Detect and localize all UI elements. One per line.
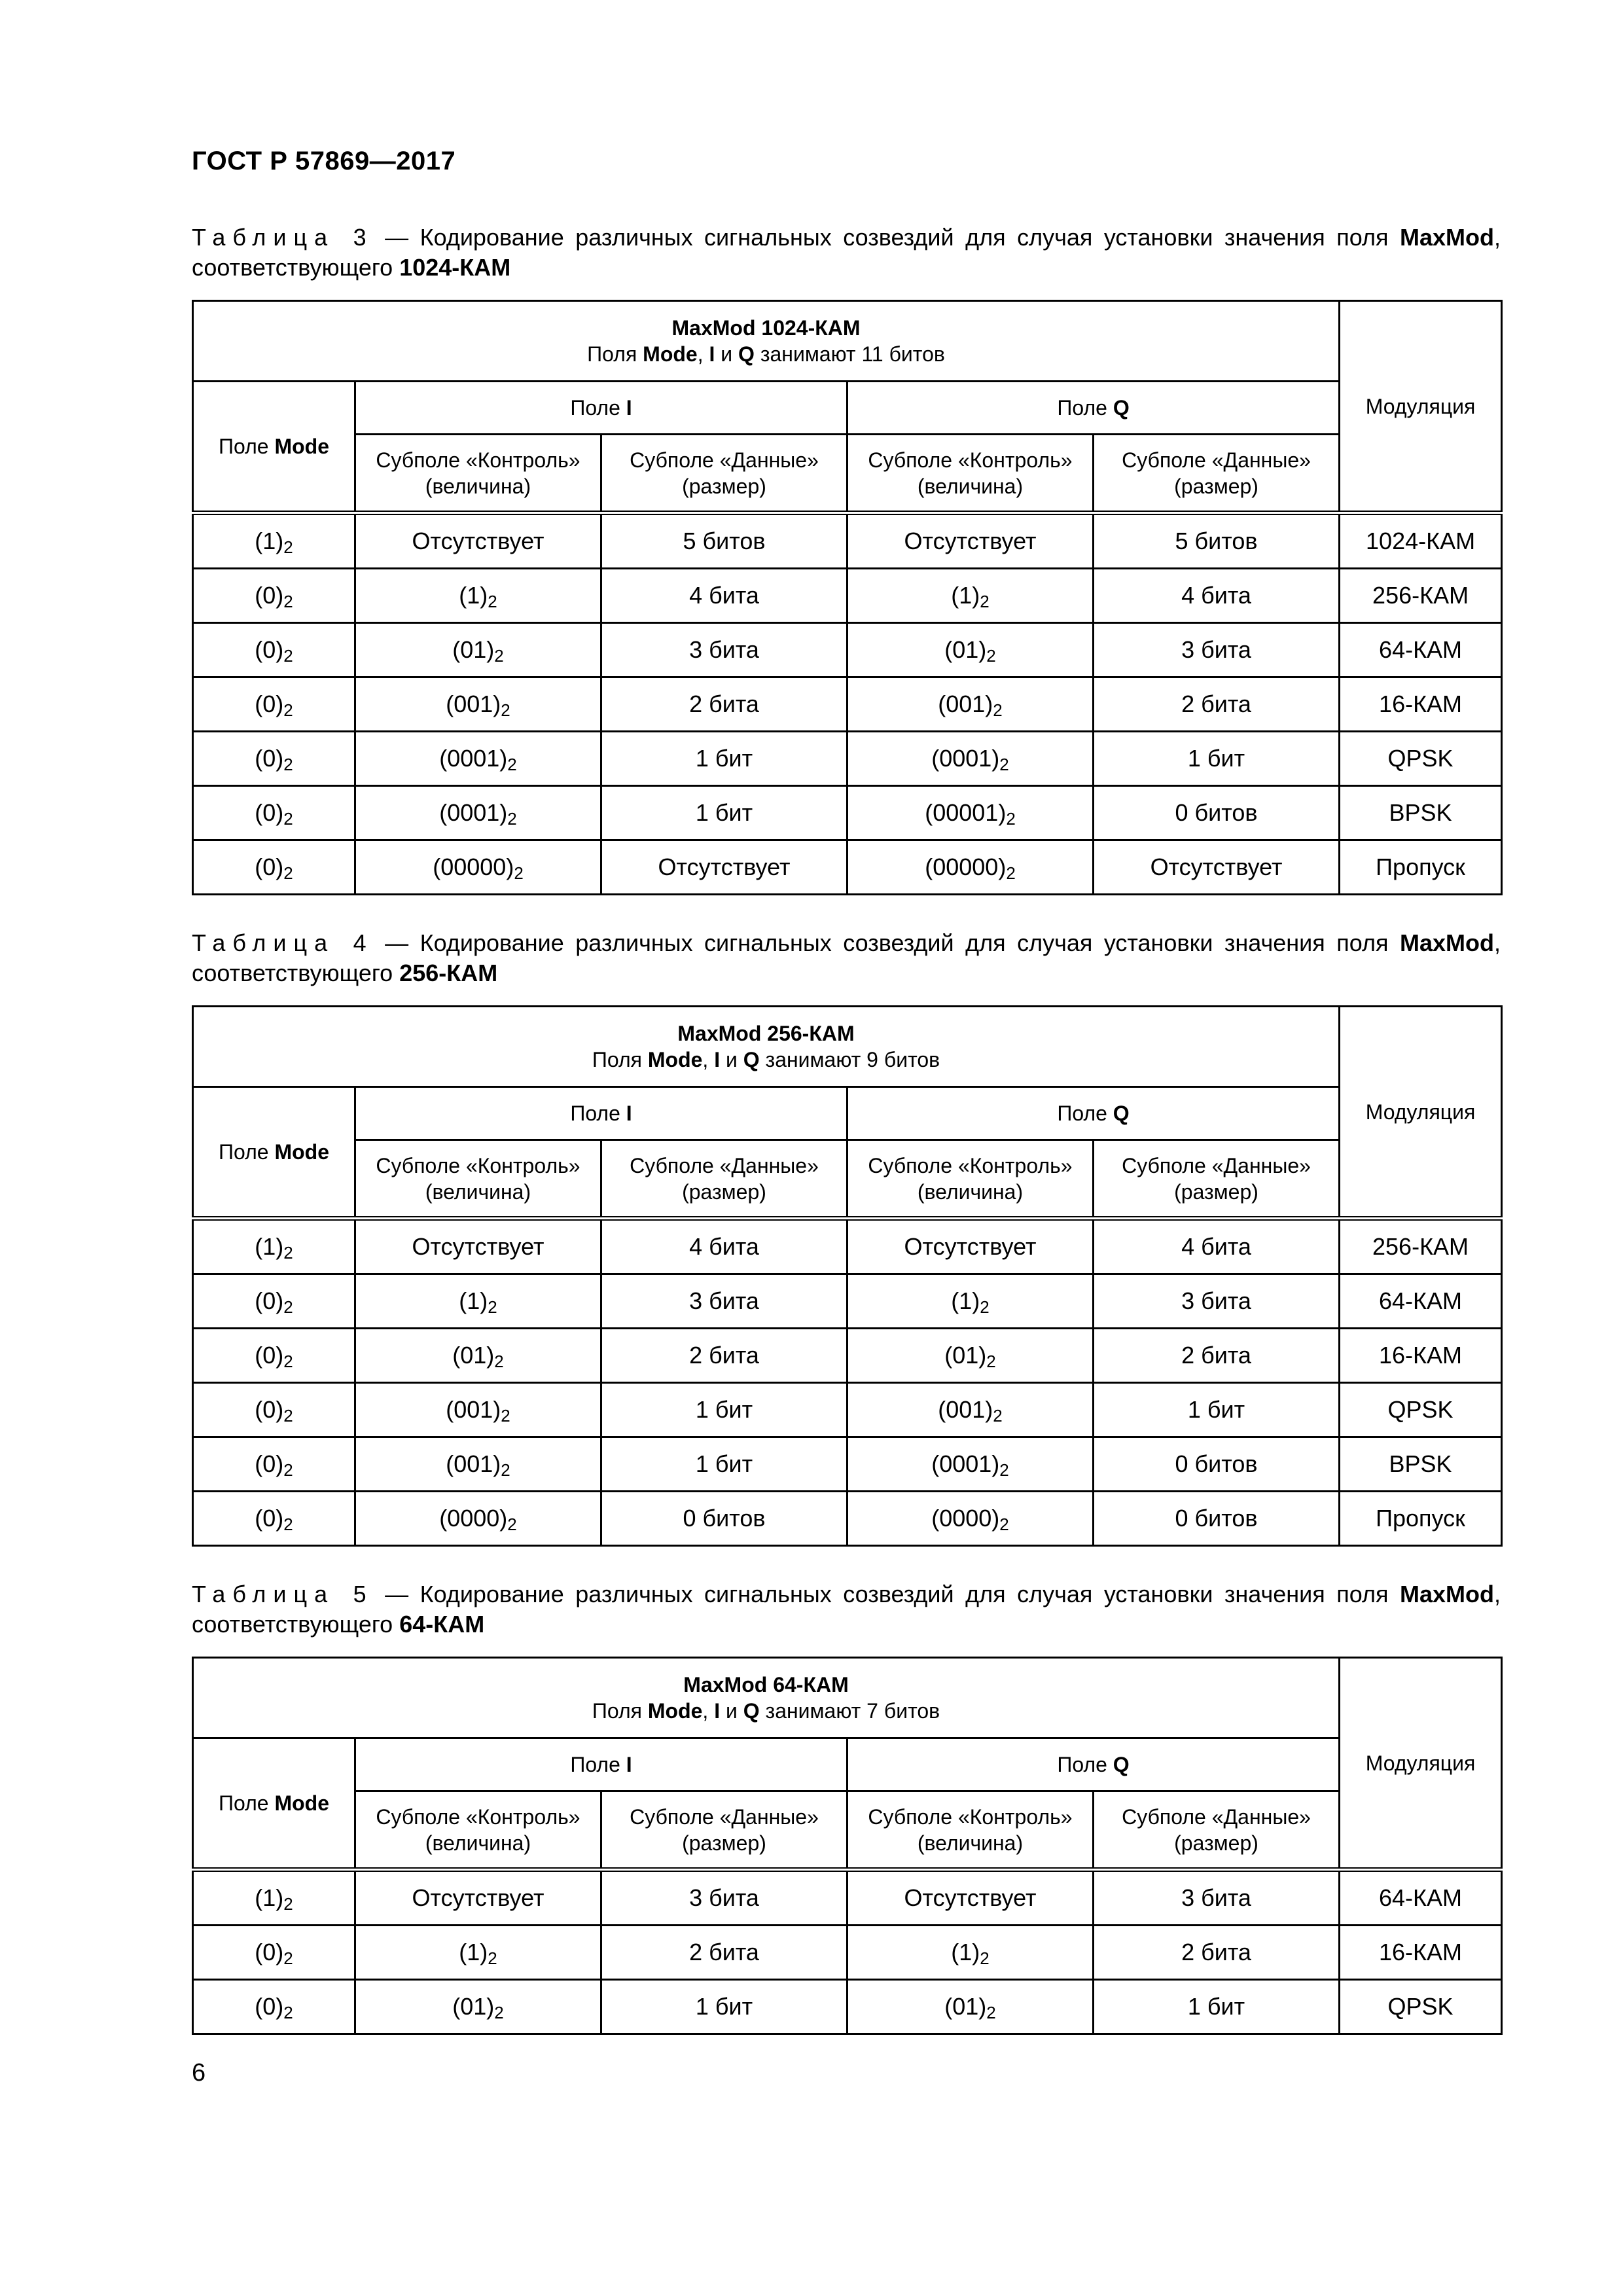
cell-modulation: 64-КАМ xyxy=(1340,1870,1502,1926)
table-caption: Таблица 3 — Кодирование различных сигнальных созвездий для случая установки значения поля MaxMod, соответствующего 1024-КАМ xyxy=(192,224,1501,281)
cell-q-data: 0 битов xyxy=(1094,1492,1340,1546)
cell-modulation: 256-КАМ xyxy=(1340,1219,1502,1274)
cell-i-control: $(001)_2$ xyxy=(355,1383,601,1437)
cell-q-data: 3 бита xyxy=(1094,1870,1340,1926)
cell-modulation: BPSK xyxy=(1340,1437,1502,1492)
cell-i-control: $(001)_2$ xyxy=(355,677,601,732)
cell-q-data: 4 бита xyxy=(1094,569,1340,623)
col-header-subfield-data: Субполе «Данные» (размер) xyxy=(601,1140,847,1219)
cell-q-control: Отсутствует xyxy=(847,513,1094,569)
col-header-field-q: Поле Q xyxy=(847,1738,1340,1791)
cell-i-control: $(01)_2$ xyxy=(355,1980,601,2034)
cell-i-control: $(1)_2$ xyxy=(355,569,601,623)
table-row xyxy=(193,677,1502,732)
col-header-mode: Поле Mode xyxy=(193,1087,355,1219)
cell-mode: $(0)_2$ xyxy=(193,1383,355,1437)
cell-q-control: $(1)_2$ xyxy=(847,1926,1094,1980)
cell-modulation: 16-КАМ xyxy=(1340,1329,1502,1383)
page-header: ГОСТ Р 57869—2017 xyxy=(192,147,456,175)
modulation-table xyxy=(192,1657,1503,2035)
cell-modulation: 16-КАМ xyxy=(1340,677,1502,732)
col-header-subfield-control: Субполе «Контроль» (величина) xyxy=(355,435,601,513)
col-header-subfield-control: Субполе «Контроль» (величина) xyxy=(847,1140,1094,1219)
cell-i-data: 1 бит xyxy=(601,786,847,840)
col-header-field-i: Поле I xyxy=(355,382,847,435)
cell-mode: $(0)_2$ xyxy=(193,1492,355,1546)
cell-mode: $(0)_2$ xyxy=(193,840,355,895)
col-header-mode: Поле Mode xyxy=(193,382,355,513)
cell-i-control: $(01)_2$ xyxy=(355,623,601,677)
cell-mode: $(0)_2$ xyxy=(193,1926,355,1980)
cell-q-data: 2 бита xyxy=(1094,1926,1340,1980)
cell-q-control: $(00000)_2$ xyxy=(847,840,1094,895)
table-row xyxy=(193,1870,1502,1926)
cell-i-data: 2 бита xyxy=(601,677,847,732)
cell-q-control: $(001)_2$ xyxy=(847,677,1094,732)
col-header-subfield-control: Субполе «Контроль» (величина) xyxy=(847,435,1094,513)
col-header-subfield-data: Субполе «Данные» (размер) xyxy=(601,1791,847,1870)
cell-i-control: Отсутствует xyxy=(355,1219,601,1274)
cell-modulation: 16-КАМ xyxy=(1340,1926,1502,1980)
table-title: MaxMod 64-КАМ Поля Mode, I и Q занимают 7 битов xyxy=(193,1658,1340,1738)
table-caption-label: Таблица 5 xyxy=(192,1581,374,1607)
cell-q-data: 0 битов xyxy=(1094,1437,1340,1492)
cell-i-control: $(001)_2$ xyxy=(355,1437,601,1492)
cell-i-data: 4 бита xyxy=(601,569,847,623)
table-row xyxy=(193,1926,1502,1980)
cell-q-data: 3 бита xyxy=(1094,1274,1340,1329)
col-header-subfield-control: Субполе «Контроль» (величина) xyxy=(355,1791,601,1870)
col-header-subfield-data: Субполе «Данные» (размер) xyxy=(1094,1140,1340,1219)
table-row xyxy=(193,1383,1502,1437)
cell-i-data: 1 бит xyxy=(601,1383,847,1437)
cell-i-control: $(0001)_2$ xyxy=(355,732,601,786)
cell-q-data: 0 битов xyxy=(1094,786,1340,840)
cell-q-control: $(0001)_2$ xyxy=(847,732,1094,786)
cell-q-control: $(00001)_2$ xyxy=(847,786,1094,840)
col-header-subfield-control: Субполе «Контроль» (величина) xyxy=(355,1140,601,1219)
cell-i-data: 4 бита xyxy=(601,1219,847,1274)
cell-q-data: 1 бит xyxy=(1094,1383,1340,1437)
table-title: MaxMod 256-КАМ Поля Mode, I и Q занимают 9 битов xyxy=(193,1007,1340,1087)
cell-mode: $(0)_2$ xyxy=(193,1980,355,2034)
table-caption: Таблица 5 — Кодирование различных сигнальных созвездий для случая установки значения поля MaxMod, соответствующего 64-КАМ xyxy=(192,1581,1501,1638)
cell-mode: $(0)_2$ xyxy=(193,1329,355,1383)
col-header-field-q: Поле Q xyxy=(847,1087,1340,1140)
cell-i-data: 1 бит xyxy=(601,732,847,786)
cell-mode: $(0)_2$ xyxy=(193,732,355,786)
table-caption-label: Таблица 4 xyxy=(192,929,374,956)
cell-mode: $(1)_2$ xyxy=(193,513,355,569)
table-row xyxy=(193,1219,1502,1274)
col-header-subfield-control: Субполе «Контроль» (величина) xyxy=(847,1791,1094,1870)
cell-modulation: QPSK xyxy=(1340,1383,1502,1437)
col-header-field-i: Поле I xyxy=(355,1087,847,1140)
table-caption-label: Таблица 3 xyxy=(192,224,374,251)
table-row xyxy=(193,623,1502,677)
cell-mode: $(1)_2$ xyxy=(193,1219,355,1274)
cell-q-data: 4 бита xyxy=(1094,1219,1340,1274)
cell-mode: $(0)_2$ xyxy=(193,677,355,732)
table-row xyxy=(193,1329,1502,1383)
col-header-mode: Поле Mode xyxy=(193,1738,355,1870)
table-row xyxy=(193,732,1502,786)
cell-modulation: QPSK xyxy=(1340,732,1502,786)
cell-q-data: 5 битов xyxy=(1094,513,1340,569)
cell-q-data: 1 бит xyxy=(1094,732,1340,786)
cell-mode: $(0)_2$ xyxy=(193,786,355,840)
table-row xyxy=(193,1492,1502,1546)
cell-i-control: Отсутствует xyxy=(355,1870,601,1926)
cell-mode: $(0)_2$ xyxy=(193,569,355,623)
table-row xyxy=(193,1980,1502,2034)
cell-i-data: 3 бита xyxy=(601,1870,847,1926)
col-header-field-q: Поле Q xyxy=(847,382,1340,435)
table-title: MaxMod 1024-КАМ Поля Mode, I и Q занимают 11 битов xyxy=(193,301,1340,382)
table-caption: Таблица 4 — Кодирование различных сигнальных созвездий для случая установки значения поля MaxMod, соответствующего 256-КАМ xyxy=(192,929,1501,986)
cell-q-data: 3 бита xyxy=(1094,623,1340,677)
cell-i-control: $(00000)_2$ xyxy=(355,840,601,895)
cell-i-control: $(0000)_2$ xyxy=(355,1492,601,1546)
cell-i-data: 2 бита xyxy=(601,1329,847,1383)
col-header-subfield-data: Субполе «Данные» (размер) xyxy=(1094,1791,1340,1870)
cell-i-data: Отсутствует xyxy=(601,840,847,895)
col-header-subfield-data: Субполе «Данные» (размер) xyxy=(1094,435,1340,513)
cell-modulation: QPSK xyxy=(1340,1980,1502,2034)
cell-q-data: 1 бит xyxy=(1094,1980,1340,2034)
cell-mode: $(0)_2$ xyxy=(193,1274,355,1329)
col-header-modulation: Модуляция xyxy=(1340,1658,1502,1870)
cell-q-control: $(0001)_2$ xyxy=(847,1437,1094,1492)
cell-i-data: 0 битов xyxy=(601,1492,847,1546)
cell-i-data: 2 бита xyxy=(601,1926,847,1980)
cell-q-control: $(01)_2$ xyxy=(847,1980,1094,2034)
col-header-modulation: Модуляция xyxy=(1340,1007,1502,1219)
table-row xyxy=(193,1437,1502,1492)
modulation-table xyxy=(192,300,1503,895)
cell-q-data: Отсутствует xyxy=(1094,840,1340,895)
cell-q-control: $(01)_2$ xyxy=(847,1329,1094,1383)
cell-i-data: 5 битов xyxy=(601,513,847,569)
modulation-table xyxy=(192,1005,1503,1547)
cell-modulation: Пропуск xyxy=(1340,840,1502,895)
cell-mode: $(0)_2$ xyxy=(193,1437,355,1492)
table-row xyxy=(193,513,1502,569)
cell-mode: $(1)_2$ xyxy=(193,1870,355,1926)
cell-modulation: 64-КАМ xyxy=(1340,1274,1502,1329)
cell-q-control: $(01)_2$ xyxy=(847,623,1094,677)
col-header-modulation: Модуляция xyxy=(1340,301,1502,513)
page-number: 6 xyxy=(192,2059,206,2087)
cell-i-data: 3 бита xyxy=(601,623,847,677)
cell-i-control: $(1)_2$ xyxy=(355,1926,601,1980)
col-header-subfield-data: Субполе «Данные» (размер) xyxy=(601,435,847,513)
cell-q-control: Отсутствует xyxy=(847,1870,1094,1926)
table-row xyxy=(193,569,1502,623)
cell-i-control: Отсутствует xyxy=(355,513,601,569)
cell-mode: $(0)_2$ xyxy=(193,623,355,677)
cell-q-control: Отсутствует xyxy=(847,1219,1094,1274)
cell-q-data: 2 бита xyxy=(1094,1329,1340,1383)
cell-q-control: $(001)_2$ xyxy=(847,1383,1094,1437)
cell-q-control: $(0000)_2$ xyxy=(847,1492,1094,1546)
cell-modulation: 64-КАМ xyxy=(1340,623,1502,677)
table-row xyxy=(193,786,1502,840)
cell-q-control: $(1)_2$ xyxy=(847,569,1094,623)
cell-modulation: 256-КАМ xyxy=(1340,569,1502,623)
table-row xyxy=(193,1274,1502,1329)
cell-modulation: Пропуск xyxy=(1340,1492,1502,1546)
cell-i-data: 3 бита xyxy=(601,1274,847,1329)
cell-q-control: $(1)_2$ xyxy=(847,1274,1094,1329)
cell-q-data: 2 бита xyxy=(1094,677,1340,732)
cell-i-control: $(0001)_2$ xyxy=(355,786,601,840)
cell-i-data: 1 бит xyxy=(601,1437,847,1492)
table-row xyxy=(193,840,1502,895)
col-header-field-i: Поле I xyxy=(355,1738,847,1791)
cell-i-data: 1 бит xyxy=(601,1980,847,2034)
cell-i-control: $(01)_2$ xyxy=(355,1329,601,1383)
cell-i-control: $(1)_2$ xyxy=(355,1274,601,1329)
cell-modulation: 1024-КАМ xyxy=(1340,513,1502,569)
cell-modulation: BPSK xyxy=(1340,786,1502,840)
